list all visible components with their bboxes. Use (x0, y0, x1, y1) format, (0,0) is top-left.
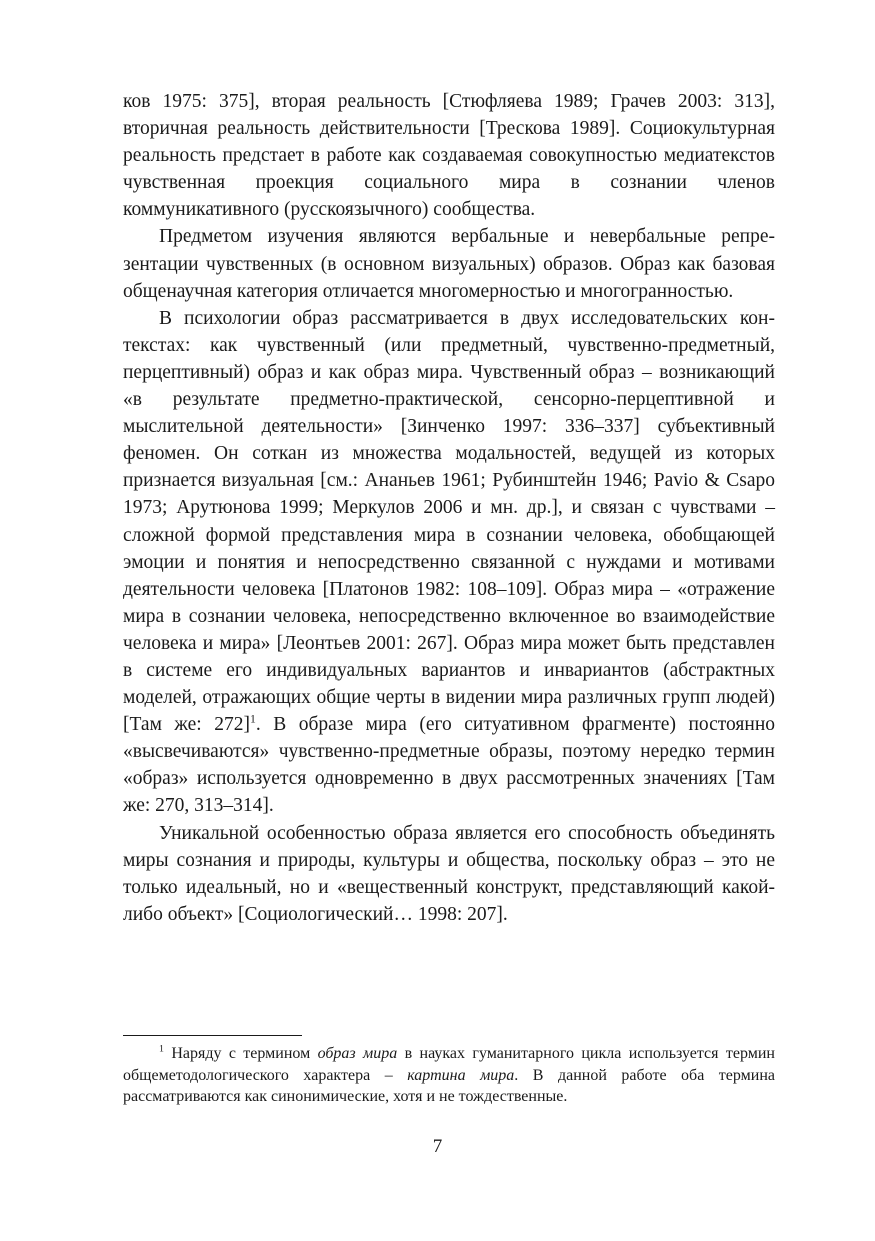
footnote-text-2: в науках гуманитарного цикла используется термин общеметодологического характера – (123, 1045, 775, 1084)
paragraph-3-part-1: В психологии образ рассматривается в двух исследовательских контекстах: как чувственный (или предметный, чувственно-предметный, перцептивный) образ и как образ мира. Чувственный образ – возникающий «в результате предметно-практической, сенсорно-перцептивной и мыслительной деятельности» [Зинченко 1997: 336–337] субъективный феномен. Он соткан из множества модальностей, ведущей из которых признается визуальная [см.: Ананьев 1961; Рубинштейн 1946; Pavio & Csapo 1973; Арутюнова 1999; Меркулов 2006 и мн. др.], и связан с чувствами – сложной формой представления мира в сознании человека, обобщающей эмоции и понятия и непосредственно связанной с нуждами и мотивами деятельности человека [Платонов 1982: 108–109]. Образ мира – «отражение мира в сознании человека, непосредственно включенное во взаимодействие человека и мира» [Леонтьев 2001: 267]. Образ мира может быть представлен в системе его индивидуальных вариантов и инвариантов (абстрактных моделей, отражающих общие черты в видении мира различных групп людей) [Там же: 272] (123, 307, 775, 736)
footnote (123, 1043, 775, 1108)
paragraph-3-part-2: . В образе мира (его ситуативном фрагменте) постоянно «высвечиваются» чувственно-предметные образы, поэтому нередко термин «образ» используется одновременно в двух рассмотренных значениях [Там же: 270, 313–314]. (123, 714, 776, 817)
paragraph-2: Предметом изучения являются вербальные и невербальные репрезентации чувственных (в основном визуальных) образов. Образ как базовая общенаучная категория отличается многомерностью и многогранностью. (123, 226, 775, 302)
paragraph-3 (123, 305, 775, 820)
footnote-number: 1 (159, 1043, 164, 1055)
footnote-text-3: . В данной работе оба термина рассматриваются как синонимические, хотя и не тождественные. (123, 1066, 776, 1106)
paragraph-4: Уникальной особенностью образа является его способность объединять миры сознания и природы, культуры и общества, поскольку образ – это не только идеальный, но и «вещественный конструкт, представляющий какой-либо объект» [Социологический… 1998: 207]. (123, 822, 775, 925)
paragraph-1: ков 1975: 375], вторая реальность [Стюфляева 1989; Грачев 2003: 313], вторичная реальность действительности [Трескова 1989]. Социокультурная реальность предстает в работе как создаваемая совокупностью медиатекстов чувственная проекция социального мира в сознании членов коммуникативного (русскоязычного) сообщества. (123, 91, 775, 221)
footnote-text-1: Наряду с термином (163, 1045, 318, 1062)
footnote-term-2: картина мира (407, 1066, 515, 1084)
footnote-separator (123, 1035, 302, 1036)
main-text (123, 88, 775, 928)
footnote-reference: 1 (249, 712, 256, 726)
footnote-term-1: образ мира (317, 1045, 398, 1062)
page-number: 7 (432, 1136, 443, 1157)
